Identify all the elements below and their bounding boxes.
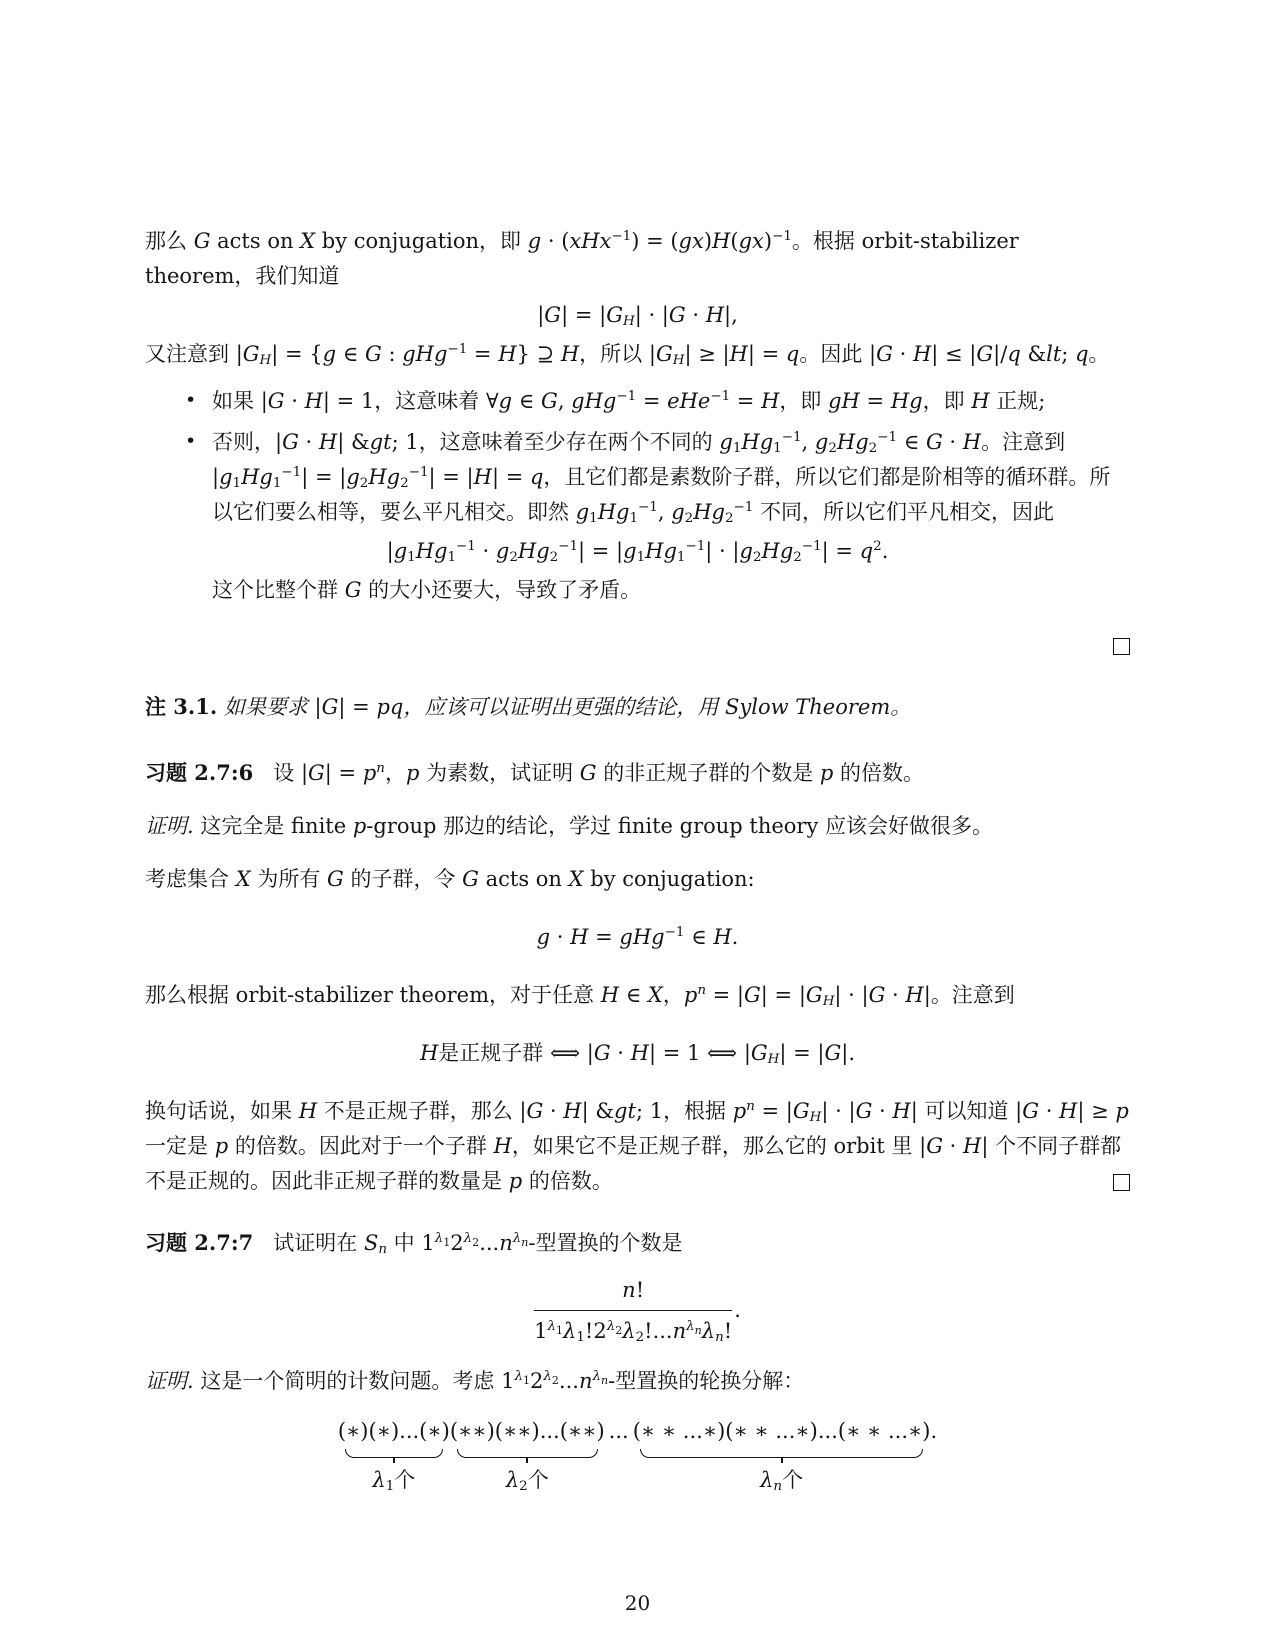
remark-label: 注 3.1.	[145, 694, 218, 719]
exercise-2-7-7-statement: 试证明在 $S_n$ 中 $1^{\lambda_1}2^{\lambda_2}...n^{\lambda_n}-$型置换的个数是	[273, 1230, 683, 1257]
fraction-denominator: $1^{\lambda_1}\lambda_1!2^{\lambda_2}\lambda_2!...n^{\lambda_n}\lambda_n$!	[534, 1318, 733, 1345]
paragraph-stabilizer-note: 又注意到 $|G_H| = \{g$ ∈ G : gHg$^{-1}$ = H} ⊇ H，所以 $|G_H| \ge |H| = q$。因此 |G · H| ≤ |G|/q &lt; q。	[145, 341, 1110, 368]
underbrace-icon	[457, 1449, 598, 1458]
qed-box-icon	[1113, 638, 1130, 655]
exercise-2-7-6	[145, 755, 1130, 791]
cycle-group-2-cycles: (∗∗)(∗∗)...(∗∗)	[449, 1419, 605, 1443]
proof-label-2: 证明.	[145, 1369, 194, 1393]
exercise-2-7-7-label: 习题 2.7:7	[145, 1230, 254, 1255]
page-number: 20	[624, 1591, 651, 1615]
underbrace-icon	[345, 1449, 443, 1458]
bullet-item-normal-case: • 如果 |G · H| = 1，这意味着 ∀g ∈ G, gHg$^{-1}$ = eHe$^{-1}$ = H，即 gH = Hg，即 H 正规;	[212, 384, 1130, 419]
exercise-2-7-7	[145, 1225, 1130, 1261]
remark-3-1	[145, 689, 1130, 725]
equation-count-formula	[145, 1273, 1130, 1346]
proof-2-7-6-intro	[145, 809, 1130, 844]
paragraph-orbit-stabilizer-apply: 那么根据 orbit-stabilizer theorem，对于任意 H ∈ X，$p^n = |G| = |G_H| \cdot |G \cdot H|$。注意到	[145, 982, 1015, 1009]
paragraph-conclusion-2-7-6	[145, 1094, 1130, 1199]
cycle-count-label-2: $\lambda_2$个	[505, 1468, 549, 1494]
cycle-group-1	[338, 1415, 450, 1493]
fraction-numerator: n!	[534, 1275, 732, 1311]
proof-2-7-7-intro	[145, 1364, 1130, 1399]
cycle-period: .	[930, 1419, 938, 1443]
cycle-count-label-3: $\lambda_n$个	[760, 1468, 804, 1494]
proof-body-p1: 这完全是 finite p-group 那边的结论，学过 finite group theory 应该会好做很多。	[200, 814, 994, 838]
cycle-group-2	[450, 1415, 605, 1493]
proof-label: 证明.	[145, 814, 194, 838]
proof-2-7-7-body-p1: 这是一个简明的计数问题。考虑 $1^{\lambda_1}2^{\lambda_2}...n^{\lambda_n}-$型置换的轮换分解：	[200, 1368, 805, 1393]
paragraph-consider-set: 考虑集合 X 为所有 G 的子群，令 G acts on X by conjugation:	[145, 867, 755, 891]
proof-body-p4: 换句话说，如果 H 不是正规子群，那么 |G · H| &gt; 1，根据 $p^n = |G_H| \cdot |G \cdot H|$ 可以知道 |G · H| ≥ p 一定是 p 的倍数。因此对于一个子群 H，如果它不是正规子群，那么它的 orbit 里 |G · H| 个不同子群都不是正规的。因此非正规子群的数量是 p 的倍数。	[145, 1098, 1129, 1193]
formula-period: .	[734, 1298, 741, 1322]
paragraph-contradiction: 这个比整个群 G 的大小还要大，导致了矛盾。	[212, 578, 642, 602]
exercise-2-7-6-label: 习题 2.7:6	[145, 760, 254, 785]
equation-conjugation-action: g · H = gHg$^{-1}$ ∈ H.	[536, 924, 739, 949]
paragraph-conjugation-intro: 那么 G acts on X by conjugation，即 g · (xHx$^{-1}$) = (gx)H(gx)$^{-1}$。根据 orbit-stabilizer theorem，我们知道	[145, 228, 1019, 288]
cycle-count-label-1: $\lambda_1$个	[372, 1468, 416, 1494]
cycle-decomposition	[145, 1415, 1130, 1493]
fraction	[534, 1275, 732, 1346]
qed-row	[145, 628, 1130, 663]
underbrace-icon	[640, 1449, 924, 1458]
cycle-separator-dots: ...	[608, 1419, 629, 1443]
cycle-group-3	[633, 1415, 931, 1493]
bullet-item-otherwise-case: • 否则，|G · H| &gt; 1，这意味着至少存在两个不同的 $g_1Hg_1^{-1}$, $g_2Hg_2^{-1}$ ∈ G · H。注意到 $|g_1Hg_1^{-1}| = |g_2Hg_2^{-1}| = |H| = q$，且它们都是素数阶子群，所以它们都是阶相等的循环群。所以它们要么相等，要么平凡相交。即然 $g_1Hg_1^{-1}$, $g_2Hg_2^{-1}$ 不同，所以它们平凡相交，因此	[212, 425, 1130, 530]
exercise-2-7-6-statement: 设 $|G| = p^n$，p 为素数，试证明 G 的非正规子群的个数是 p 的倍数。	[273, 760, 925, 785]
equation-normal-iff: H是正规子群 ⟺ |G · H| = 1 ⟺ $|G_H| = |G|$.	[419, 1041, 856, 1067]
equation-product-order: $|g_1Hg_1^{-1} \cdot g_2Hg_2^{-1}| = |g_1Hg_1^{-1}| \cdot |g_2Hg_2^{-1}| = q^2$.	[386, 538, 889, 565]
equation-orbit-stabilizer: $|G| = |G_H| \cdot |G \cdot H|$,	[537, 303, 738, 329]
remark-body: 如果要求 |G| = pq，应该可以证明出更强的结论，用 Sylow Theorem。	[223, 695, 912, 719]
qed-box-icon-2	[1113, 1174, 1130, 1191]
cycle-group-3-cycles: (∗ ∗ ...∗)(∗ ∗ ...∗)...(∗ ∗ ...∗)	[632, 1419, 931, 1443]
cycle-group-1-cycles: (∗)(∗)...(∗)	[337, 1419, 450, 1443]
bullet-list	[145, 384, 1130, 530]
